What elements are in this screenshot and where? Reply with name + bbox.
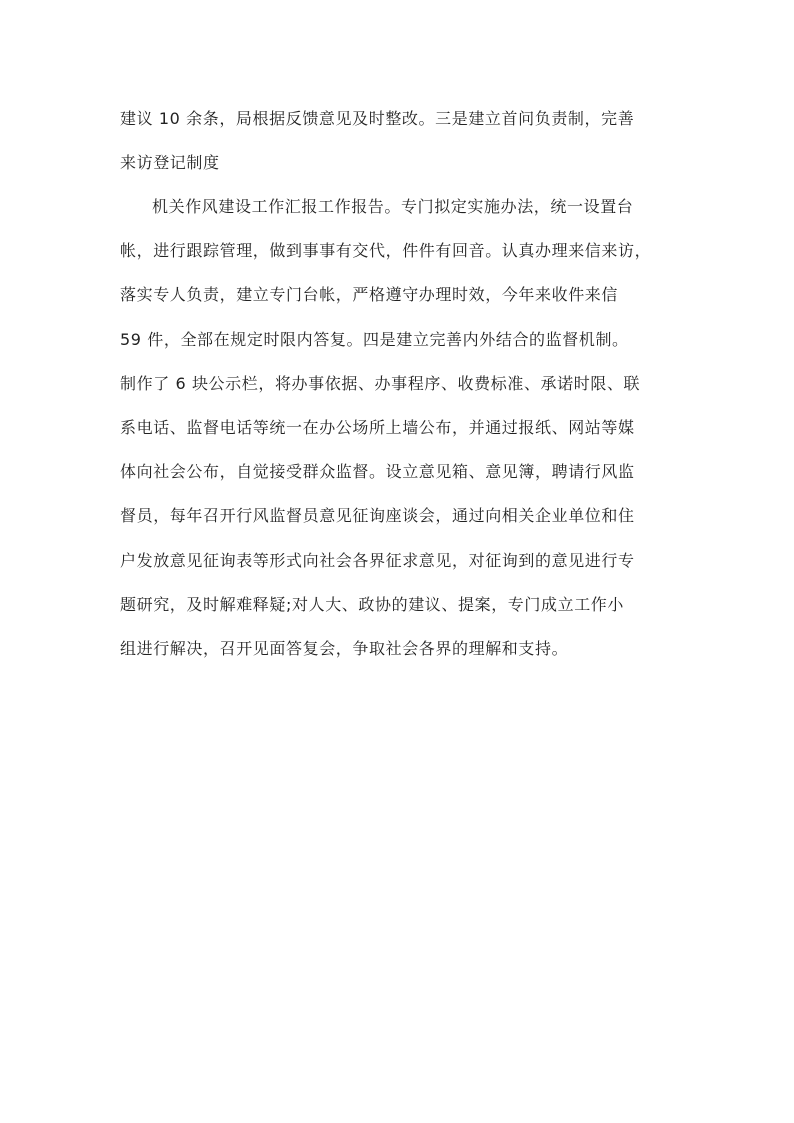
text-line-11: 户发放意见征询表等形式向社会各界征求意见，对征询到的意见进行专 xyxy=(120,550,635,570)
body-text xyxy=(120,101,680,675)
text-line-4: 帐，进行跟踪管理，做到事事有交代，件件有回音。认真办理来信来访， xyxy=(120,241,652,261)
text-line-2: 来访登记制度 xyxy=(120,153,220,172)
text-line-10: 督员，每年召开行风监督员意见征询座谈会，通过向相关企业单位和住 xyxy=(120,506,635,526)
text-line-9: 体向社会公布，自觉接受群众监督。设立意见箱、意见簿，聘请行风监 xyxy=(120,462,635,482)
text-line-13: 组进行解决，召开见面答复会，争取社会各界的理解和支持。 xyxy=(120,638,569,658)
text-line-7: 制作了 6 块公示栏，将办事依据、办事程序、收费标准、承诺时限、联 xyxy=(120,373,641,393)
text-line-6: 59 件，全部在规定时限内答复。四是建立完善内外结合的监督机制。 xyxy=(120,329,629,349)
text-line-8: 系电话、监督电话等统一在办公场所上墙公布，并通过报纸、网站等媒 xyxy=(120,417,635,437)
text-line-1: 建议 10 余条，局根据反馈意见及时整改。三是建立首问负责制，完善 xyxy=(120,109,635,128)
text-line-3: 机关作风建设工作汇报工作报告。专门拟定实施办法，统一设置台 xyxy=(152,197,634,216)
text-line-12: 题研究，及时解难释疑;对人大、政协的建议、提案，专门成立工作小 xyxy=(120,594,624,614)
text-line-5: 落实专人负责，建立专门台帐，严格遵守办理时效，今年来收件来信 xyxy=(120,285,619,305)
